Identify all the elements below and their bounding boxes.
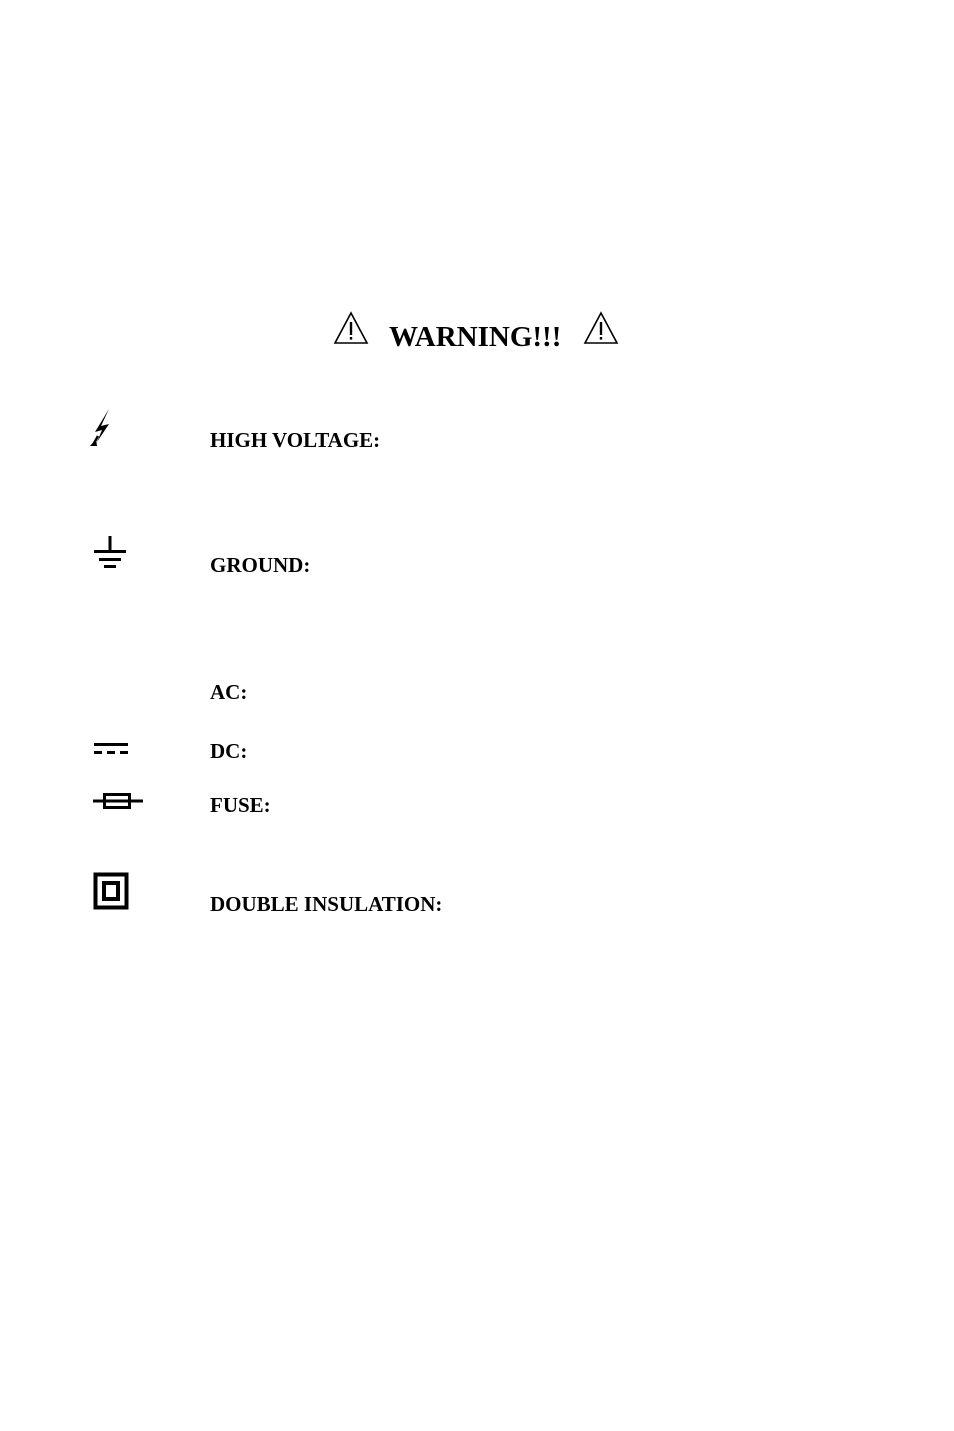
ground-icon xyxy=(90,535,130,571)
high-voltage-icon xyxy=(90,408,122,448)
dc-icon xyxy=(90,740,132,758)
ac-label: AC: xyxy=(210,680,248,704)
warning-triangle-icon xyxy=(333,310,369,346)
fuse-icon xyxy=(90,790,146,812)
double-insulation-label: DOUBLE INSULATION: xyxy=(210,892,443,916)
dc-label: DC: xyxy=(210,739,248,763)
double-insulation-icon xyxy=(90,871,132,911)
fuse-label: FUSE: xyxy=(210,793,271,817)
warning-triangle-icon xyxy=(583,310,619,346)
ground-label: GROUND: xyxy=(210,553,311,577)
high-voltage-label: HIGH VOLTAGE: xyxy=(210,428,381,452)
warning-heading xyxy=(0,308,954,358)
page-title: WARNING!!! xyxy=(389,321,562,353)
